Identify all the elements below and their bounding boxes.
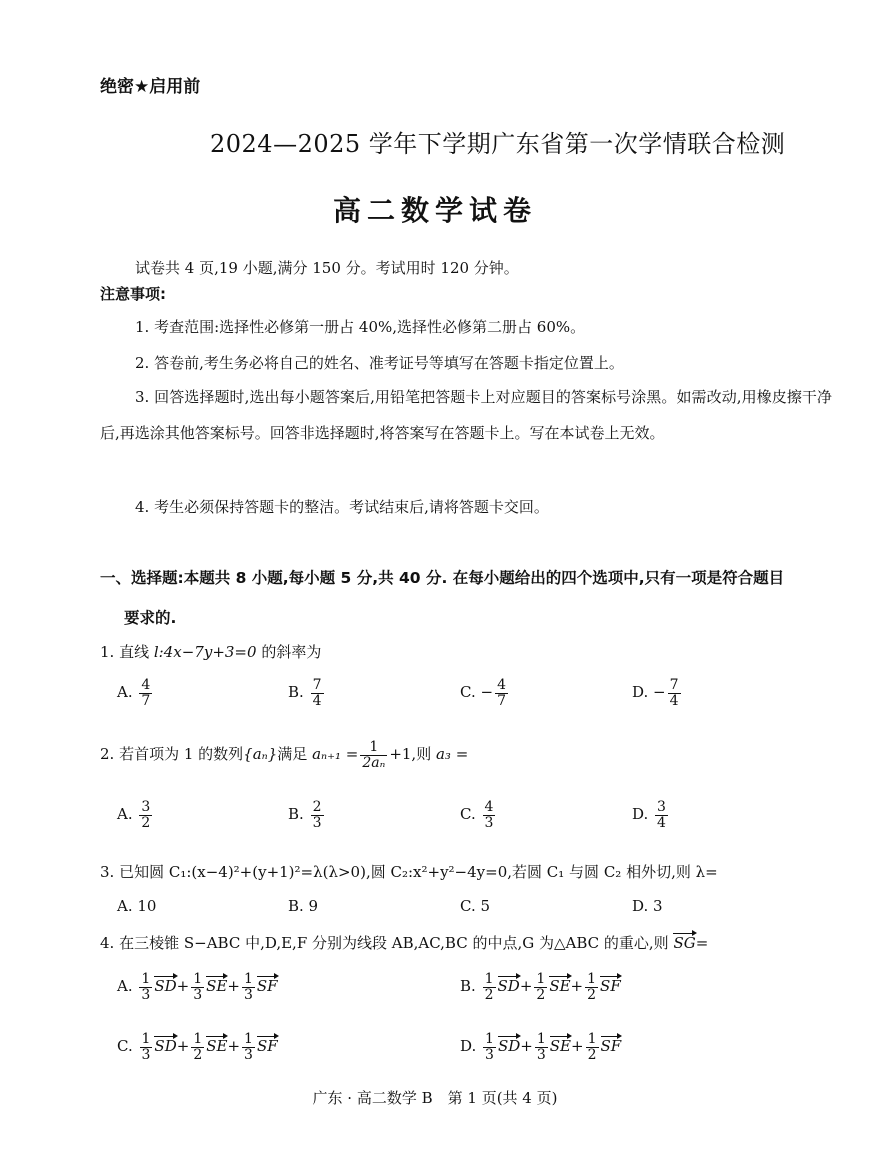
notice-item-3: 3. 回答选择题时,选出每小题答案后,用铅笔把答题卡上对应题目的答案标号涂黑。如需改动,用橡皮擦干净后,再选涂其他答案标号。回答非选择题时,将答案写在答题卡上。写在本试卷上无效。	[100, 388, 832, 442]
q1-prefix: 1. 直线	[100, 643, 154, 661]
q2-mid: 满足	[277, 745, 308, 764]
notice-item-1: 1. 考查范围:选择性必修第一册占 40%,选择性必修第二册占 60%。	[135, 318, 586, 336]
q3-option-c[interactable]: C. 5	[460, 897, 491, 915]
q2-lhs: aₙ₊₁ =	[312, 745, 359, 764]
q4-option-d[interactable]: D. $\frac{1}{3}$ SD+ $\frac{1}{3}$ SE+ $\frac{1}{2}$ SF	[460, 1031, 622, 1063]
q2-sequence: {aₙ}	[243, 745, 278, 764]
q3-option-a[interactable]: A. 10	[117, 897, 157, 915]
q1-suffix: 的斜率为	[256, 643, 322, 661]
notice-heading: 注意事项:	[100, 285, 166, 303]
q1-option-d[interactable]: D. − $\frac{7}{4}$	[632, 677, 679, 709]
q3-option-b[interactable]: B. 9	[288, 897, 319, 915]
question-4: 4. 在三棱锥 S−ABC 中,D,E,F 分别为线段 AB,AC,BC 的中点,G 为△ABC 的重心,则 SG=	[100, 934, 709, 952]
q2-option-a[interactable]: A. $\frac{3}{2}$	[117, 799, 151, 831]
question-3: 3. 已知圆 C₁:(x−4)²+(y+1)²=λ(λ>0),圆 C₂:x²+y²−4y=0,若圆 C₁ 与圆 C₂ 相外切,则 λ=	[100, 863, 718, 881]
paper-title: 高二数学试卷	[332, 194, 537, 227]
question-1	[100, 641, 321, 662]
exam-title: 2024—2025 学年下学期广东省第一次学情联合检测	[210, 130, 786, 158]
q1-option-c[interactable]: C. − $\frac{4}{7}$	[460, 677, 506, 709]
q2-fraction: $\frac{1}{\text{2aₙ}}$	[362, 739, 386, 771]
section-heading	[100, 558, 835, 638]
q1-option-a[interactable]: A. $\frac{4}{7}$	[117, 677, 151, 709]
q4-option-a[interactable]: A. $\frac{1}{3}$ SD+ $\frac{1}{3}$ SE+ $\frac{1}{3}$ SF	[117, 971, 278, 1003]
q1-option-b[interactable]: B. $\frac{7}{4}$	[288, 677, 322, 709]
exam-intro: 试卷共 4 页,19 小题,满分 150 分。考试用时 120 分钟。	[135, 259, 519, 277]
q4-option-c[interactable]: C. $\frac{1}{3}$ SD+ $\frac{1}{2}$ SE+ $\frac{1}{3}$ SF	[117, 1031, 278, 1063]
q2-option-b[interactable]: B. $\frac{2}{3}$	[288, 799, 322, 831]
page-footer: 广东 · 高二数学 B 第 1 页(共 4 页)	[312, 1089, 558, 1107]
question-2	[100, 740, 468, 770]
q4-target-vector: SG	[673, 934, 696, 952]
q4-text: 4. 在三棱锥 S−ABC 中,D,E,F 分别为线段 AB,AC,BC 的中点,G 为△ABC 的重心,则	[100, 934, 669, 952]
q2-prefix: 2. 若首项为 1 的数列	[100, 745, 244, 764]
q3-option-d[interactable]: D. 3	[632, 897, 663, 915]
notice-item-4: 4. 考生必须保持答题卡的整洁。考试结束后,请将答题卡交回。	[135, 498, 549, 516]
q2-option-d[interactable]: D. $\frac{3}{4}$	[632, 799, 666, 831]
q2-target: a₃ =	[435, 745, 469, 764]
q4-option-b[interactable]: B. $\frac{1}{2}$ SD+ $\frac{1}{2}$ SE+ $\frac{1}{2}$ SF	[460, 971, 621, 1003]
q2-option-c[interactable]: C. $\frac{4}{3}$	[460, 799, 494, 831]
notice-item-2: 2. 答卷前,考生务必将自己的姓名、准考证号等填写在答题卡指定位置上。	[135, 354, 624, 372]
q1-line-var: l	[153, 643, 159, 661]
confidential-mark: 绝密★启用前	[100, 77, 201, 97]
section-heading-line2: 要求的.	[124, 609, 177, 627]
q2-tail: +1,则	[389, 745, 432, 764]
q1-equation: :4x−7y+3=0	[158, 643, 257, 661]
section-heading-line1: 一、选择题:本题共 8 小题,每小题 5 分,共 40 分. 在每小题给出的四个选项中,只有一项是符合题目	[100, 569, 785, 587]
